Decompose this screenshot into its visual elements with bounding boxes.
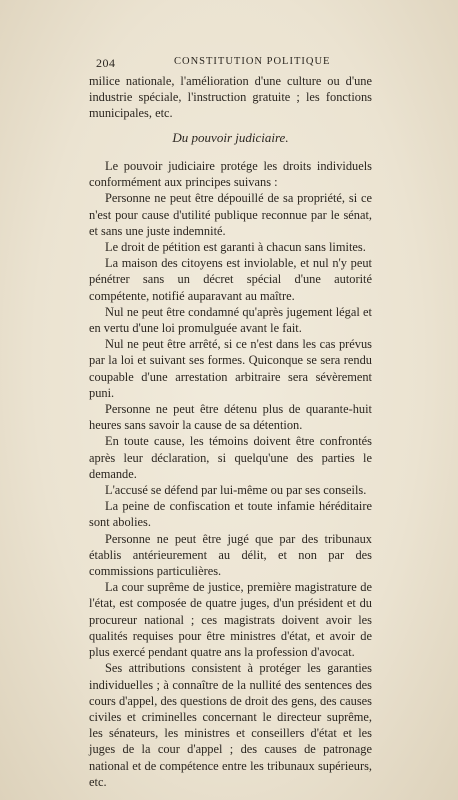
paragraph: Personne ne peut être détenu plus de quarante-huit heures sans savoir la cause de sa détention.	[89, 402, 372, 433]
page-number: 204	[96, 56, 116, 70]
continued-paragraph: milice nationale, l'amélioration d'une culture ou d'une industrie spéciale, l'instruction gratuite ; les fonctions municipales, etc.	[89, 74, 372, 121]
paragraph: Ses attributions consistent à protéger les garanties individuelles ; à connaître de la nullité des sentences des cours d'appel, des questions de droit des gens, des causes civiles et criminelles concernant le directeur suprême, les sénateurs, les ministres et conseillers d'état et les juges de la cour d'appel ; des causes de patronage national et de compétence entre les tribunaux supérieurs, etc.	[89, 661, 372, 789]
paragraph: Personne ne peut être jugé que par des tribunaux établis antérieurement au délit, et non par des commissions particulières.	[89, 531, 372, 579]
section-title: Du pouvoir judiciaire.	[172, 130, 289, 145]
paragraph: Nul ne peut être arrêté, si ce n'est dans les cas prévus par la loi et suivant ses formes. Quiconque se sera rendu coupable d'une arrestation arbitraire sera sévèrement puni.	[89, 337, 372, 400]
paragraph: Personne ne peut être dépouillé de sa propriété, si ce n'est pour cause d'utilité publique reconnue par le sénat, et sans une juste indemnité.	[89, 191, 372, 238]
paragraph: L'accusé se défend par lui-même ou par ses conseils.	[105, 483, 367, 498]
continuation-text	[89, 73, 372, 122]
paragraph: Le droit de pétition est garanti à chacun sans limites.	[105, 240, 366, 255]
paragraph: La peine de confiscation et toute infamie héréditaire sont abolies.	[89, 499, 372, 530]
page-header	[96, 56, 366, 72]
paragraph: Le pouvoir judiciaire protége les droits individuels conformément aux principes suivans :	[89, 159, 372, 190]
paragraph: Nul ne peut être condamné qu'après jugement légal et en vertu d'une loi promulguée avant le fait.	[89, 304, 372, 336]
section-body	[89, 158, 372, 790]
paragraph: En toute cause, les témoins doivent être confrontés après leur déclaration, si quelqu'une des parties le demande.	[89, 434, 372, 481]
paragraph: La cour suprême de justice, première magistrature de l'état, est composée de quatre juges, d'un président et du procureur national ; ces magistrats doivent avoir les qualités requises pour être ministres d'état, et avoir de plus exercé pendant quatre ans la profession d'avocat.	[89, 580, 372, 660]
paragraph: La maison des citoyens est inviolable, et nul n'y peut pénétrer sans un décret spécial d'une autorité compétente, notifié auparavant au maître.	[89, 256, 372, 303]
running-title: CONSTITUTION POLITIQUE	[174, 56, 331, 67]
